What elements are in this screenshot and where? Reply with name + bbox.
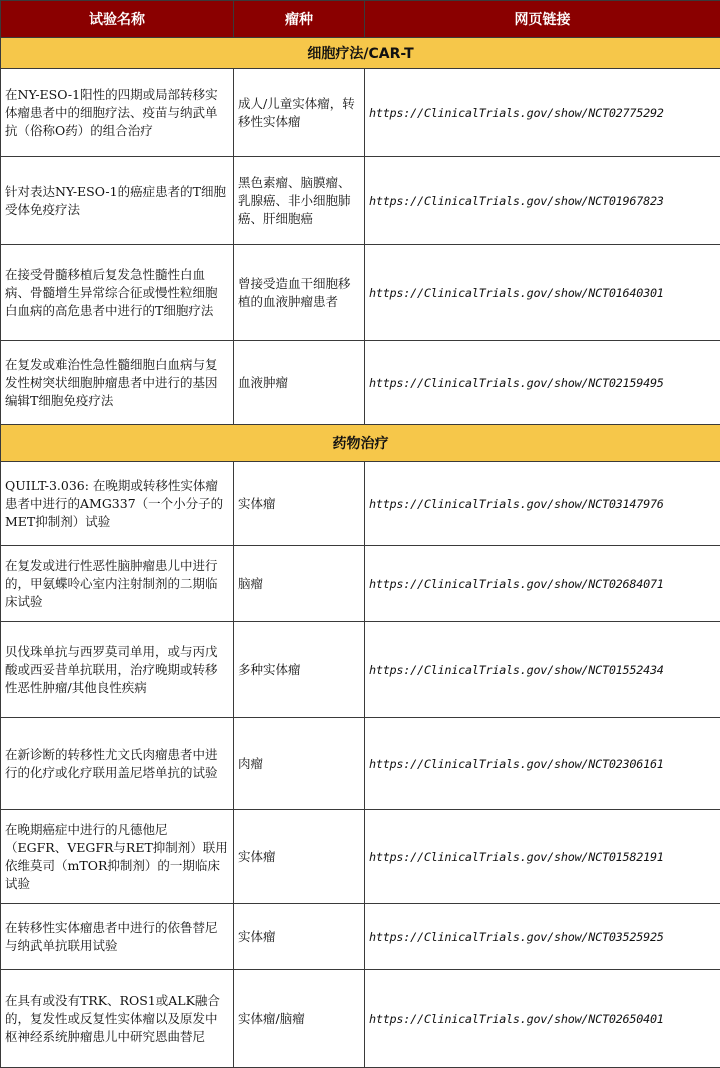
table-row — [1, 970, 720, 1068]
table-row — [1, 904, 720, 970]
tumor-type: 成人/儿童实体瘤，转移性实体瘤 — [234, 69, 365, 157]
tumor-type: 黑色素瘤、脑膜瘤、乳腺癌、非小细胞肺癌、肝细胞癌 — [234, 157, 365, 245]
section-title: 细胞疗法/CAR-T — [1, 38, 720, 69]
trial-link[interactable]: https://ClinicalTrials.gov/show/NCT02775292 — [365, 69, 720, 157]
trial-name: 贝伐珠单抗与西罗莫司单用，或与丙戊酸或西妥昔单抗联用，治疗晚期或转移性恶性肿瘤/其他良性疾病 — [1, 622, 234, 718]
trial-name: QUILT-3.036: 在晚期或转移性实体瘤患者中进行的AMG337（一个小分子的MET抑制剂）试验 — [1, 462, 234, 546]
section-header — [1, 38, 720, 69]
tumor-type: 血液肿瘤 — [234, 341, 365, 425]
tumor-type: 实体瘤 — [234, 810, 365, 904]
tumor-type: 实体瘤 — [234, 904, 365, 970]
table-row — [1, 245, 720, 341]
tumor-type: 曾接受造血干细胞移植的血液肿瘤患者 — [234, 245, 365, 341]
table-row — [1, 718, 720, 810]
table-row — [1, 69, 720, 157]
trial-link[interactable]: https://ClinicalTrials.gov/show/NCT02159495 — [365, 341, 720, 425]
trial-name: 在晚期癌症中进行的凡德他尼（EGFR、VEGFR与RET抑制剂）联用依维莫司（mTOR抑制剂）的一期临床试验 — [1, 810, 234, 904]
tumor-type: 脑瘤 — [234, 546, 365, 622]
trial-link[interactable]: https://ClinicalTrials.gov/show/NCT03147976 — [365, 462, 720, 546]
trial-link[interactable]: https://ClinicalTrials.gov/show/NCT02650401 — [365, 970, 720, 1068]
tumor-type: 多种实体瘤 — [234, 622, 365, 718]
section-title: 药物治疗 — [1, 425, 720, 462]
trial-name: 针对表达NY-ESO-1的癌症患者的T细胞受体免疫疗法 — [1, 157, 234, 245]
header-tumor-type: 瘤种 — [234, 1, 365, 38]
tumor-type: 实体瘤/脑瘤 — [234, 970, 365, 1068]
trial-name: 在新诊断的转移性尤文氏肉瘤患者中进行的化疗或化疗联用盖尼塔单抗的试验 — [1, 718, 234, 810]
trial-name: 在复发或进行性恶性脑肿瘤患儿中进行的，甲氨蝶呤心室内注射制剂的二期临床试验 — [1, 546, 234, 622]
table-row — [1, 462, 720, 546]
trial-name: 在转移性实体瘤患者中进行的依鲁替尼与纳武单抗联用试验 — [1, 904, 234, 970]
header-trial-name: 试验名称 — [1, 1, 234, 38]
section-header — [1, 425, 720, 462]
trial-link[interactable]: https://ClinicalTrials.gov/show/NCT02306161 — [365, 718, 720, 810]
tumor-type: 实体瘤 — [234, 462, 365, 546]
trial-link[interactable]: https://ClinicalTrials.gov/show/NCT01582191 — [365, 810, 720, 904]
tumor-type: 肉瘤 — [234, 718, 365, 810]
trial-name: 在NY-ESO-1阳性的四期或局部转移实体瘤患者中的细胞疗法、疫苗与纳武单抗（俗称O药）的组合治疗 — [1, 69, 234, 157]
table-row — [1, 546, 720, 622]
trial-name: 在复发或难治性急性髓细胞白血病与复发性树突状细胞肿瘤患者中进行的基因编辑T细胞免疫疗法 — [1, 341, 234, 425]
table-row — [1, 341, 720, 425]
trial-name: 在接受骨髓移植后复发急性髓性白血病、骨髓增生异常综合征或慢性粒细胞白血病的高危患者中进行的T细胞疗法 — [1, 245, 234, 341]
table-row — [1, 622, 720, 718]
trial-link[interactable]: https://ClinicalTrials.gov/show/NCT01552434 — [365, 622, 720, 718]
table-header — [1, 1, 720, 38]
table-row — [1, 157, 720, 245]
trial-link[interactable]: https://ClinicalTrials.gov/show/NCT01967823 — [365, 157, 720, 245]
trial-link[interactable]: https://ClinicalTrials.gov/show/NCT02684071 — [365, 546, 720, 622]
table-row — [1, 810, 720, 904]
trial-name: 在具有或没有TRK、ROS1或ALK融合的，复发性或反复性实体瘤以及原发中枢神经系统肿瘤患儿中研究恩曲替尼 — [1, 970, 234, 1068]
header-web-link: 网页链接 — [365, 1, 720, 38]
trial-link[interactable]: https://ClinicalTrials.gov/show/NCT01640301 — [365, 245, 720, 341]
trial-link[interactable]: https://ClinicalTrials.gov/show/NCT03525925 — [365, 904, 720, 970]
